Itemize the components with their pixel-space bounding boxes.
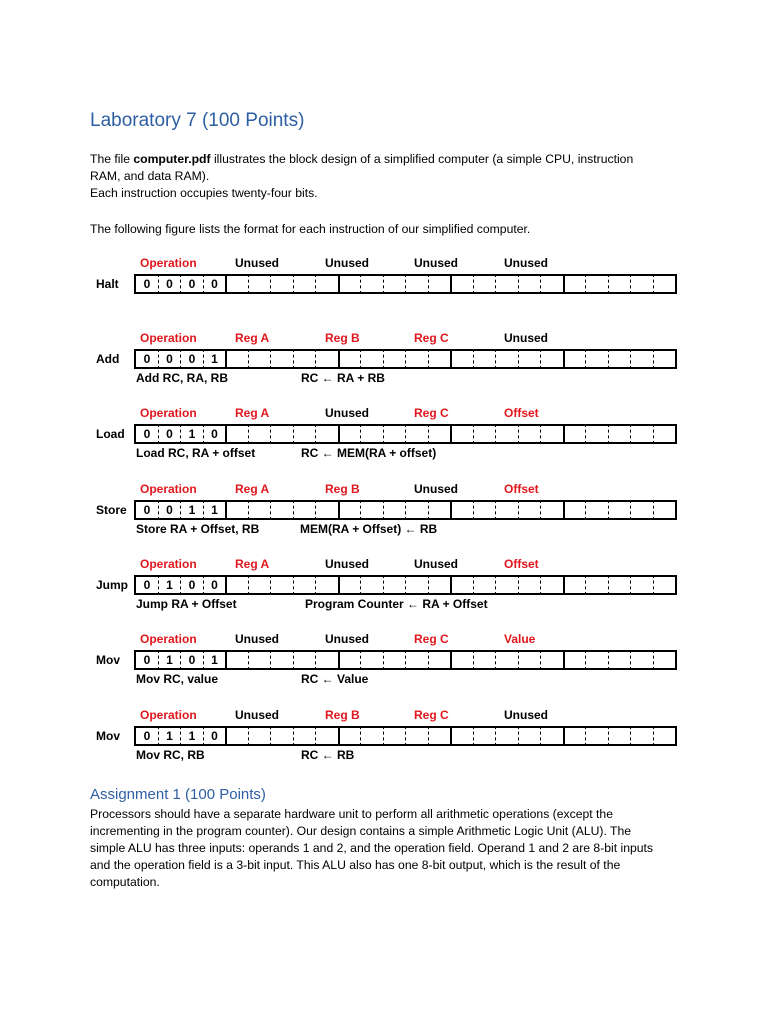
instruction-row [0, 482, 768, 542]
opcode-bit: 0 [211, 729, 218, 743]
bit-divider [585, 349, 586, 369]
field-divider [563, 575, 565, 595]
bit-divider [293, 274, 294, 294]
bit-divider [518, 274, 519, 294]
instruction-name: Jump [96, 578, 129, 592]
field-divider [450, 575, 452, 595]
bit-divider [473, 274, 474, 294]
bit-divider [383, 726, 384, 746]
bit-divider [293, 500, 294, 520]
bit-divider [293, 726, 294, 746]
bit-divider [405, 349, 406, 369]
bit-divider [315, 650, 316, 670]
bit-divider [473, 650, 474, 670]
bit-divider [630, 274, 631, 294]
bit-divider [585, 424, 586, 444]
field-divider [450, 424, 452, 444]
bit-divider [158, 424, 159, 444]
bit-divider [158, 349, 159, 369]
bit-divider [248, 650, 249, 670]
bit-divider [248, 726, 249, 746]
field-divider [450, 349, 452, 369]
bit-divider [383, 349, 384, 369]
bit-field-bar [134, 650, 677, 670]
bit-field-bar [134, 274, 677, 294]
field-label: Value [504, 632, 536, 646]
field-divider [450, 500, 452, 520]
assignment-title: Assignment 1 (100 Points) [90, 786, 266, 803]
bit-divider [293, 575, 294, 595]
bit-divider [608, 650, 609, 670]
bit-divider [158, 726, 159, 746]
bit-divider [293, 650, 294, 670]
field-divider [225, 274, 227, 294]
opcode-bit: 0 [166, 427, 173, 441]
bit-divider [653, 726, 654, 746]
bit-divider [383, 650, 384, 670]
instruction-row [0, 256, 768, 316]
bit-divider [248, 500, 249, 520]
bit-divider [608, 349, 609, 369]
instruction-syntax: Mov RC, RB [136, 748, 205, 762]
opcode-bit: 0 [188, 653, 196, 667]
field-divider [225, 500, 227, 520]
bit-divider [293, 424, 294, 444]
bit-divider [585, 274, 586, 294]
bit-divider [180, 349, 181, 369]
bit-divider [248, 349, 249, 369]
instruction-semantics: RC ← RB [301, 748, 355, 762]
field-divider [563, 424, 565, 444]
bit-divider [518, 575, 519, 595]
instruction-row [0, 632, 768, 692]
opcode-bit: 0 [143, 653, 151, 667]
field-divider [563, 650, 565, 670]
field-divider [338, 650, 340, 670]
bit-field-bar [134, 349, 677, 369]
field-label: Unused [325, 632, 370, 646]
bit-divider [315, 274, 316, 294]
bit-field-bar [134, 500, 677, 520]
bit-divider [630, 575, 631, 595]
field-label: Reg A [235, 482, 270, 496]
instruction-name: Add [96, 352, 120, 366]
opcode-bit: 1 [166, 729, 173, 743]
bit-divider [383, 274, 384, 294]
opcode-bit: 1 [211, 653, 218, 667]
bit-divider [518, 650, 519, 670]
field-divider [338, 500, 340, 520]
instruction-syntax: Add RC, RA, RB [136, 371, 228, 385]
bit-divider [428, 726, 429, 746]
bit-divider [315, 424, 316, 444]
opcode-bit: 1 [211, 352, 218, 366]
bit-divider [180, 424, 181, 444]
field-label: Operation [140, 256, 197, 270]
assignment-line: computation. [90, 875, 160, 889]
field-divider [563, 500, 565, 520]
bit-divider [653, 650, 654, 670]
bit-divider [360, 650, 361, 670]
field-divider [225, 650, 227, 670]
bit-divider [248, 575, 249, 595]
opcode-bit: 0 [143, 729, 151, 743]
bit-field-bar [134, 424, 677, 444]
field-label: Operation [140, 406, 197, 420]
field-label: Reg B [325, 708, 360, 722]
bit-divider [270, 726, 271, 746]
opcode-bit: 1 [188, 427, 196, 441]
field-label: Unused [504, 708, 549, 722]
field-label: Reg A [235, 557, 270, 571]
field-divider [225, 349, 227, 369]
bit-field-bar [134, 726, 677, 746]
instruction-syntax: Store RA + Offset, RB [136, 522, 260, 536]
field-divider [563, 726, 565, 746]
instruction-name: Mov [96, 653, 120, 667]
bit-divider [495, 349, 496, 369]
bit-divider [180, 575, 181, 595]
bit-divider [540, 726, 541, 746]
bit-divider [473, 726, 474, 746]
field-label: Reg C [414, 406, 449, 420]
bit-divider [428, 274, 429, 294]
instruction-row [0, 331, 768, 391]
instruction-row [0, 708, 768, 768]
bit-divider [248, 274, 249, 294]
bit-field-bar [134, 575, 677, 595]
page-title: Laboratory 7 (100 Points) [90, 110, 305, 131]
instruction-syntax: Jump RA + Offset [136, 597, 237, 611]
field-label: Unused [414, 482, 459, 496]
bit-divider [270, 500, 271, 520]
field-divider [338, 726, 340, 746]
bit-divider [158, 575, 159, 595]
bit-divider [540, 500, 541, 520]
opcode-bit: 1 [188, 503, 196, 517]
assignment-line: and the operation field is a 3-bit input. This ALU also has one 8-bit output, which is the result of the [90, 858, 621, 872]
instruction-name: Store [96, 503, 127, 517]
opcode-bit: 0 [211, 427, 218, 441]
field-label: Unused [414, 256, 459, 270]
bit-divider [428, 650, 429, 670]
bit-divider [495, 650, 496, 670]
bit-divider [203, 500, 204, 520]
instruction-syntax: Load RC, RA + offset [136, 446, 256, 460]
field-label: Operation [140, 331, 197, 345]
bit-divider [270, 424, 271, 444]
opcode-bit: 1 [166, 578, 173, 592]
opcode-bit: 0 [188, 277, 196, 291]
bit-divider [608, 424, 609, 444]
bit-divider [315, 500, 316, 520]
bit-divider [383, 500, 384, 520]
opcode-bit: 0 [211, 277, 218, 291]
bit-divider [158, 500, 159, 520]
bit-divider [540, 575, 541, 595]
opcode-bit: 0 [188, 352, 196, 366]
bit-divider [203, 726, 204, 746]
instruction-name: Halt [96, 277, 119, 291]
bit-divider [428, 349, 429, 369]
field-label: Operation [140, 557, 197, 571]
bit-divider [405, 575, 406, 595]
bit-divider [630, 424, 631, 444]
bit-divider [360, 575, 361, 595]
figure-intro: The following figure lists the format for each instruction of our simplified computer. [90, 222, 531, 236]
field-label: Operation [140, 482, 197, 496]
opcode-bit: 0 [211, 578, 218, 592]
bit-divider [180, 274, 181, 294]
field-label: Reg C [414, 632, 449, 646]
field-divider [338, 349, 340, 369]
bit-divider [180, 500, 181, 520]
field-label: Unused [504, 331, 549, 345]
bit-divider [180, 726, 181, 746]
field-divider [338, 424, 340, 444]
bit-divider [495, 424, 496, 444]
bit-divider [518, 424, 519, 444]
opcode-bit: 0 [143, 503, 151, 517]
field-divider [225, 726, 227, 746]
bit-divider [653, 349, 654, 369]
field-label: Operation [140, 708, 197, 722]
opcode-bit: 1 [188, 729, 196, 743]
opcode-bit: 1 [166, 653, 173, 667]
bit-divider [203, 424, 204, 444]
opcode-bit: 0 [143, 277, 151, 291]
instruction-semantics: MEM(RA + Offset) ← RB [300, 522, 438, 536]
bit-divider [203, 349, 204, 369]
field-label: Operation [140, 632, 197, 646]
bit-divider [270, 274, 271, 294]
bit-divider [585, 726, 586, 746]
bit-divider [158, 274, 159, 294]
intro-line2: RAM, and data RAM). [90, 169, 210, 183]
instruction-syntax: Mov RC, value [136, 672, 219, 686]
bit-divider [248, 424, 249, 444]
intro-line1-post: illustrates the block design of a simplified computer (a simple CPU, instruction [210, 152, 634, 166]
bit-divider [180, 650, 181, 670]
bit-divider [473, 424, 474, 444]
bit-divider [428, 424, 429, 444]
bit-divider [630, 726, 631, 746]
bit-divider [405, 726, 406, 746]
bit-divider [608, 575, 609, 595]
bit-divider [158, 650, 159, 670]
bit-divider [270, 575, 271, 595]
bit-divider [405, 650, 406, 670]
bit-divider [540, 274, 541, 294]
instruction-semantics: Program Counter ← RA + Offset [305, 597, 488, 611]
field-label: Unused [325, 557, 370, 571]
field-label: Reg B [325, 331, 360, 345]
field-divider [225, 575, 227, 595]
field-label: Unused [235, 632, 280, 646]
bit-divider [630, 349, 631, 369]
field-label: Reg A [235, 406, 270, 420]
bit-divider [360, 500, 361, 520]
opcode-bit: 1 [211, 503, 218, 517]
field-label: Reg A [235, 331, 270, 345]
field-divider [563, 349, 565, 369]
instruction-name: Mov [96, 729, 120, 743]
bit-divider [495, 726, 496, 746]
bit-divider [473, 349, 474, 369]
instruction-semantics: RC ← RA + RB [301, 371, 385, 385]
bit-divider [203, 274, 204, 294]
instruction-semantics: RC ← Value [301, 672, 369, 686]
bit-divider [653, 274, 654, 294]
bit-divider [383, 424, 384, 444]
bit-divider [360, 274, 361, 294]
bit-divider [540, 650, 541, 670]
bit-divider [518, 349, 519, 369]
field-divider [225, 424, 227, 444]
field-label: Unused [414, 557, 459, 571]
bit-divider [540, 424, 541, 444]
opcode-bit: 0 [188, 578, 196, 592]
field-divider [450, 274, 452, 294]
bit-divider [585, 650, 586, 670]
field-label: Offset [504, 406, 539, 420]
bit-divider [518, 726, 519, 746]
field-label: Unused [325, 406, 370, 420]
bit-divider [383, 575, 384, 595]
intro-filename: computer.pdf [133, 152, 211, 166]
field-divider [338, 575, 340, 595]
assignment-line: Processors should have a separate hardware unit to perform all arithmetic operations (except the [90, 807, 613, 821]
field-label: Offset [504, 482, 539, 496]
bit-divider [608, 274, 609, 294]
bit-divider [428, 500, 429, 520]
bit-divider [315, 726, 316, 746]
bit-divider [518, 500, 519, 520]
bit-divider [203, 575, 204, 595]
opcode-bit: 0 [166, 352, 173, 366]
intro-paragraph [90, 151, 633, 202]
instruction-row [0, 557, 768, 617]
bit-divider [315, 575, 316, 595]
field-label: Unused [325, 256, 370, 270]
opcode-bit: 0 [143, 427, 151, 441]
field-label: Reg C [414, 708, 449, 722]
field-divider [338, 274, 340, 294]
bit-divider [473, 575, 474, 595]
bit-divider [653, 500, 654, 520]
bit-divider [405, 274, 406, 294]
assignment-paragraph [90, 806, 653, 891]
field-label: Unused [504, 256, 549, 270]
bit-divider [630, 500, 631, 520]
opcode-bit: 0 [143, 578, 151, 592]
instruction-row [0, 406, 768, 466]
intro-line3: Each instruction occupies twenty-four bits. [90, 186, 318, 200]
bit-divider [653, 575, 654, 595]
bit-divider [495, 575, 496, 595]
bit-divider [608, 500, 609, 520]
field-divider [450, 726, 452, 746]
bit-divider [203, 650, 204, 670]
opcode-bit: 0 [166, 503, 173, 517]
bit-divider [608, 726, 609, 746]
opcode-bit: 0 [166, 277, 173, 291]
bit-divider [315, 349, 316, 369]
field-label: Offset [504, 557, 539, 571]
bit-divider [405, 500, 406, 520]
bit-divider [473, 500, 474, 520]
bit-divider [653, 424, 654, 444]
bit-divider [360, 349, 361, 369]
field-label: Unused [235, 708, 280, 722]
instruction-semantics: RC ← MEM(RA + offset) [301, 446, 437, 460]
bit-divider [293, 349, 294, 369]
bit-divider [428, 575, 429, 595]
field-label: Unused [235, 256, 280, 270]
field-divider [563, 274, 565, 294]
bit-divider [270, 650, 271, 670]
bit-divider [585, 500, 586, 520]
bit-divider [495, 500, 496, 520]
bit-divider [585, 575, 586, 595]
opcode-bit: 0 [143, 352, 151, 366]
assignment-line: incrementing in the program counter). Our design contains a simple Arithmetic Logic Unit (ALU). The [90, 824, 632, 838]
bit-divider [540, 349, 541, 369]
bit-divider [270, 349, 271, 369]
bit-divider [405, 424, 406, 444]
instruction-name: Load [96, 427, 125, 441]
bit-divider [360, 726, 361, 746]
field-label: Reg B [325, 482, 360, 496]
assignment-line: simple ALU has three inputs: operands 1 and 2, and the operation field. Operand 1 and 2 are 8-bit inputs [90, 841, 654, 855]
intro-line1-pre: The file [90, 152, 134, 166]
field-label: Reg C [414, 331, 449, 345]
bit-divider [360, 424, 361, 444]
field-divider [450, 650, 452, 670]
bit-divider [495, 274, 496, 294]
bit-divider [630, 650, 631, 670]
